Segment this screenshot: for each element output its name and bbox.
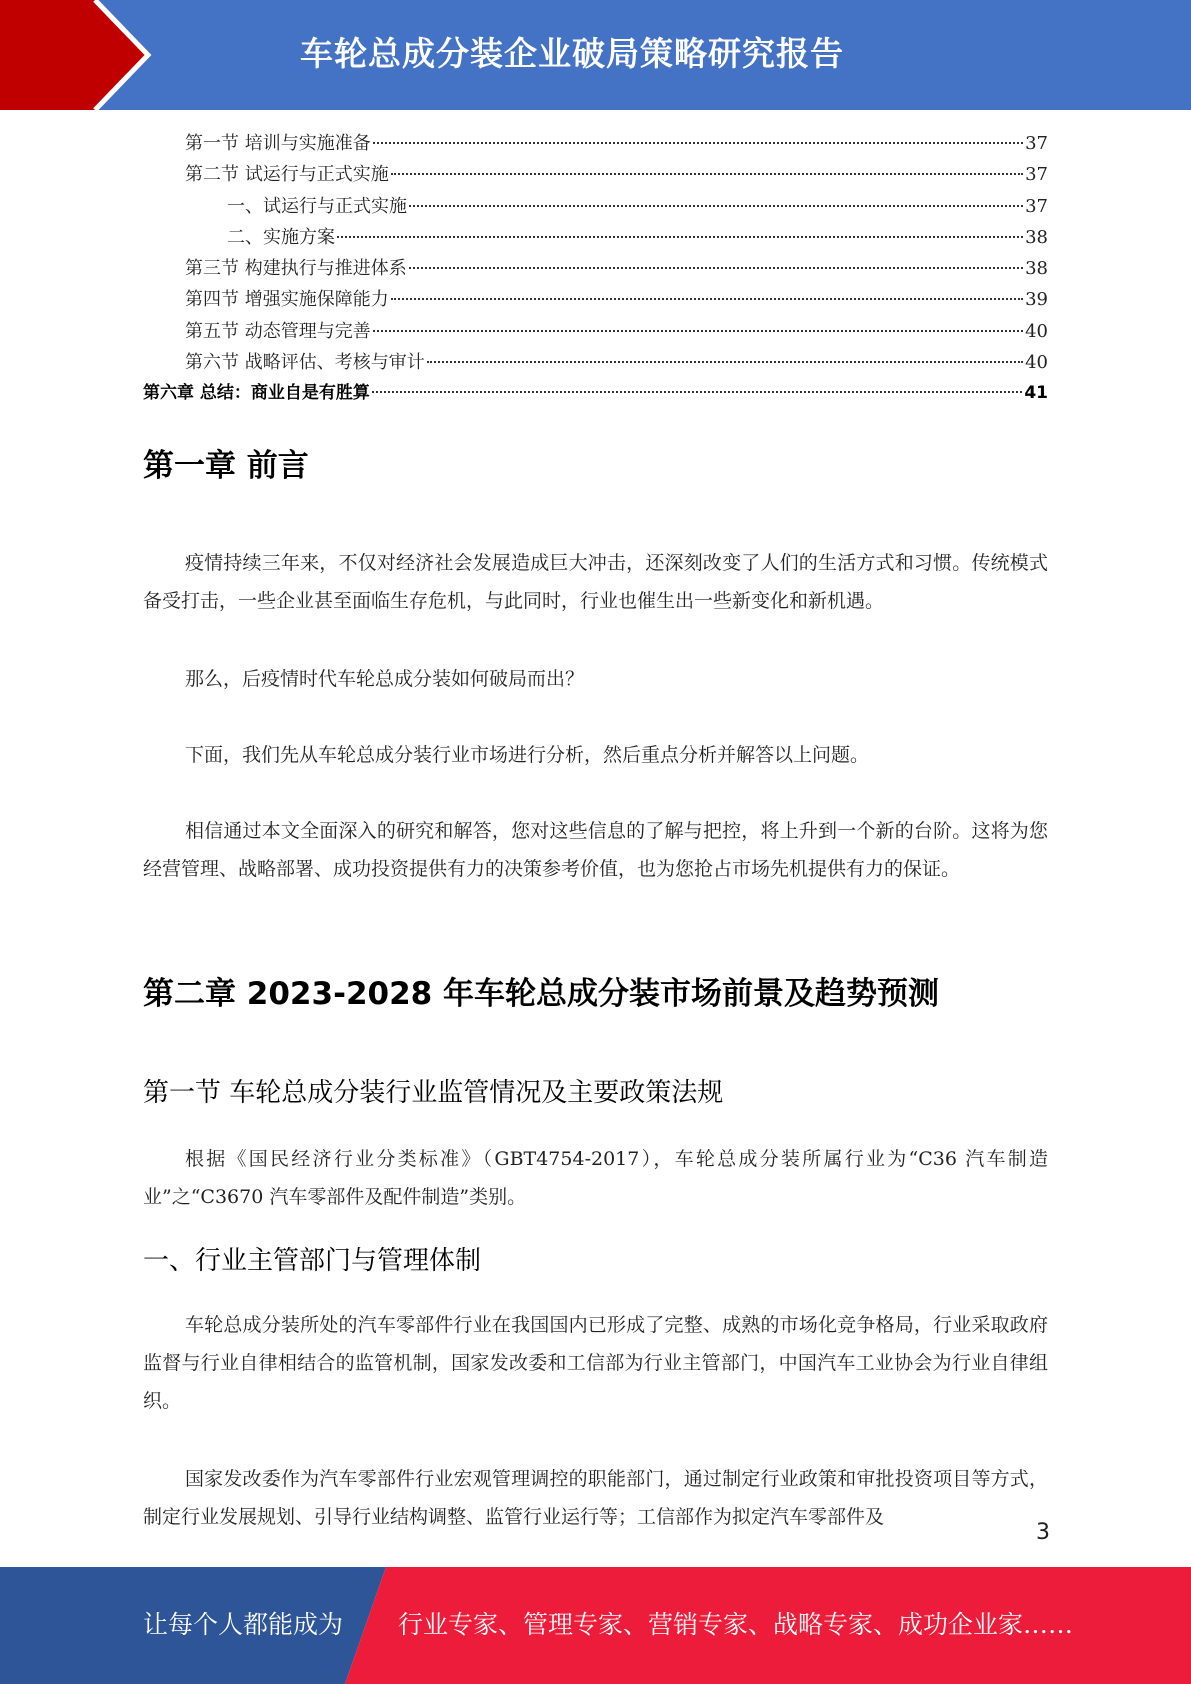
page-number: 3 [1036,1520,1050,1545]
toc-page-number: 37 [1025,195,1048,217]
table-of-contents [143,128,1048,410]
page-footer [0,1567,1191,1684]
header-chevron-icon [0,0,160,110]
toc-entry-title: 第四节 增强实施保障能力 [185,289,389,311]
toc-page-number: 39 [1025,289,1048,311]
toc-entry[interactable] [143,159,1048,190]
chapter-1-paragraph-1: 疫情持续三年来，不仅对经济社会发展造成巨大冲击，还深刻改变了人们的生活方式和习惯。传统模式备受打击，一些企业甚至面临生存危机，与此同时，行业也催生出一些新变化和新机遇。 [143,552,1048,612]
toc-entry[interactable] [143,316,1048,347]
footer-slogan-right: 行业专家、管理专家、营销专家、战略专家、成功企业家…… [398,1610,1074,1639]
subsection-1-heading: 一、行业主管部门与管理体制 [143,1246,482,1276]
page-header [0,0,1191,110]
toc-entry[interactable] [143,347,1048,378]
toc-leader-dots [337,236,1023,238]
toc-leader-dots [427,361,1023,363]
chapter-1-paragraph-4: 相信通过本文全面深入的研究和解答，您对这些信息的了解与把控，将上升到一个新的台阶。这将为您经营管理、战略部署、成功投资提供有力的决策参考价值，也为您抢占市场先机提供有力的保证。 [143,820,1048,880]
subsection-1-paragraph-2: 国家发改委作为汽车零部件行业宏观管理调控的职能部门，通过制定行业政策和审批投资项目等方式，制定行业发展规划、引导行业结构调整、监管行业运行等；工信部作为拟定汽车零部件及 [143,1468,1048,1528]
toc-page-number: 38 [1025,226,1048,248]
toc-page-number: 38 [1025,258,1048,280]
toc-leader-dots [373,330,1023,332]
toc-entry[interactable] [143,128,1048,159]
toc-entry[interactable] [143,378,1048,409]
toc-entry-title: 第一节 培训与实施准备 [185,133,371,154]
chapter-1-paragraph-2: 那么，后疫情时代车轮总成分装如何破局而出？ [185,668,585,690]
toc-page-number: 40 [1025,352,1048,374]
toc-entry-title: 第五节 动态管理与完善 [185,320,371,342]
toc-entry-title: 第三节 构建执行与推进体系 [185,258,407,280]
toc-page-number: 37 [1025,133,1048,154]
toc-entry-title: 二、实施方案 [227,226,335,248]
toc-entry-title: 第六章 总结：商业自是有胜算 [143,383,370,404]
toc-page-number: 37 [1025,164,1048,186]
footer-slogan-left: 让每个人都能成为 [143,1610,344,1639]
toc-entry[interactable] [143,222,1048,253]
toc-entry[interactable] [143,253,1048,284]
chapter-1-paragraph-3: 下面，我们先从车轮总成分装行业市场进行分析，然后重点分析并解答以上问题。 [185,744,870,766]
chapter-1-heading: 第一章 前言 [143,448,309,484]
toc-leader-dots [372,391,1022,393]
toc-entry[interactable] [143,284,1048,315]
chapter-2-heading: 第二章 2023-2028 年车轮总成分装市场前景及趋势预测 [143,976,940,1012]
toc-leader-dots [391,173,1023,175]
report-title: 车轮总成分装企业破局策略研究报告 [300,34,844,73]
section-1-paragraph: 根据《国民经济行业分类标准》（GBT4754-2017），车轮总成分装所属行业为“C36 汽车制造业”之“C3670 汽车零部件及配件制造”类别。 [143,1148,1048,1208]
toc-leader-dots [373,142,1023,144]
toc-page-number: 41 [1024,383,1048,404]
toc-entry-title: 一、试运行与正式实施 [227,195,407,217]
toc-entry[interactable] [143,191,1048,222]
section-1-heading: 第一节 车轮总成分装行业监管情况及主要政策法规 [143,1078,724,1108]
toc-entry-title: 第二节 试运行与正式实施 [185,164,389,186]
toc-leader-dots [409,267,1023,269]
subsection-1-paragraph-1: 车轮总成分装所处的汽车零部件行业在我国国内已形成了完整、成熟的市场化竞争格局，行业采取政府监督与行业自律相结合的监管机制，国家发改委和工信部为行业主管部门，中国汽车工业协会为行业自律组织。 [143,1314,1048,1412]
toc-entry-title: 第六节 战略评估、考核与审计 [185,352,425,374]
toc-page-number: 40 [1025,320,1048,342]
toc-leader-dots [409,205,1023,207]
toc-leader-dots [391,298,1023,300]
